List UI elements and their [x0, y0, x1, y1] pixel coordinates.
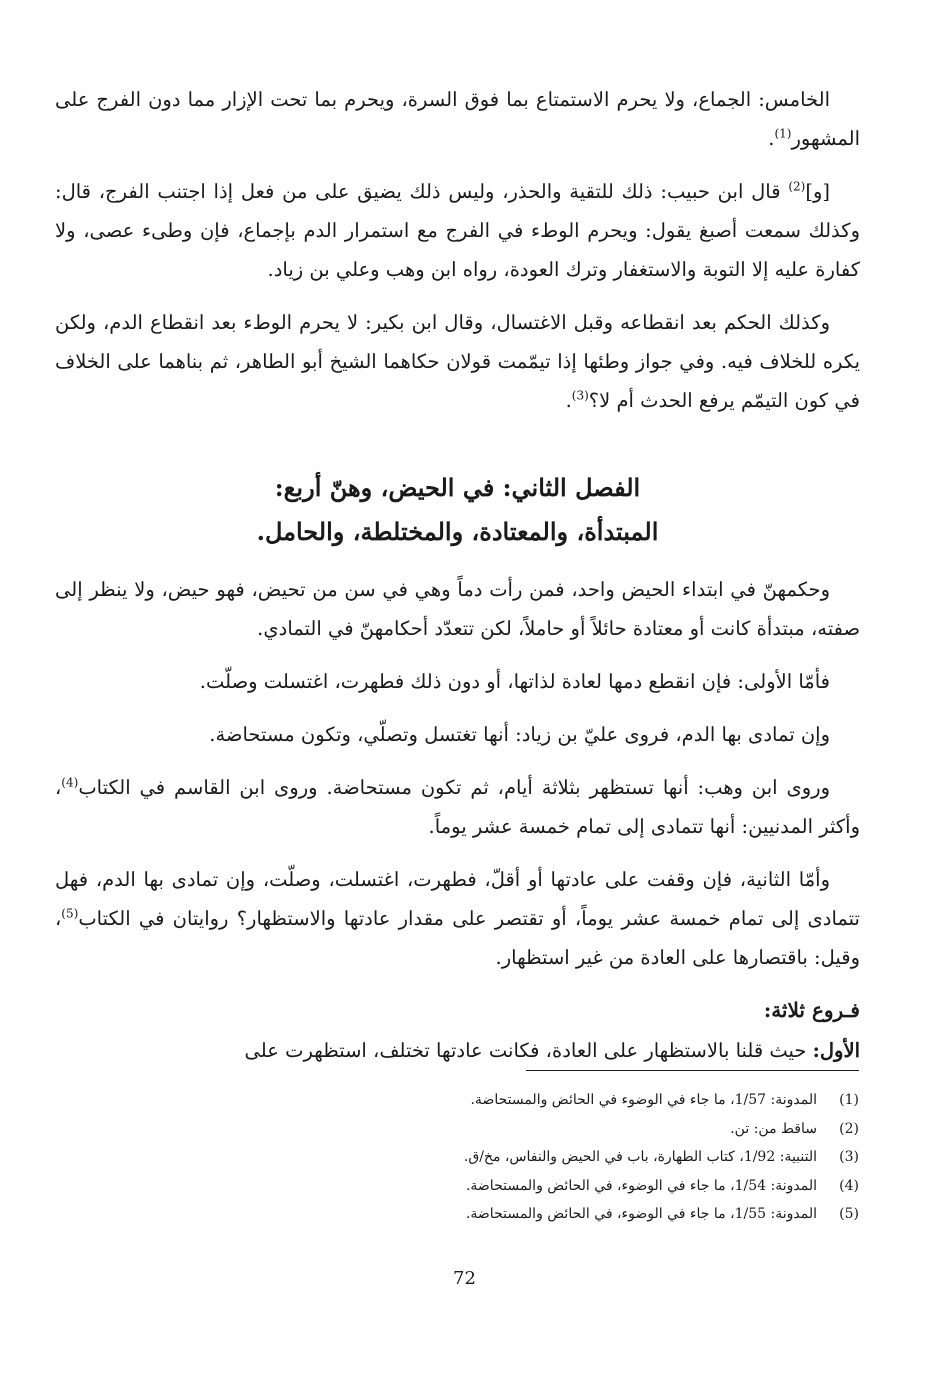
footnote-item — [259, 1115, 859, 1144]
paragraph-text: وأمّا الثانية، فإن وقفت على عادتها أو أقلّ، فطهرت، اغتسلت، وصلّت، وإن تمادى بها الدم، فهل تتمادى إلى تمام خمسة عشر يوماً، أو تقتصر على مقدار عادتها والاستظهار؟ روايتان في الكتاب — [55, 868, 860, 930]
footnote-ref: (2) — [788, 179, 806, 194]
paragraph-text: وإن تمادى بها الدم، فروى عليّ بن زياد: أنها تغتسل وتصلّي، وتكون مستحاضة. — [209, 723, 830, 746]
footnote-ref: (3) — [571, 388, 589, 403]
chapter-heading-line-2: المبتدأة، والمعتادة، والمختلطة، والحامل. — [256, 517, 659, 546]
footnote-item — [259, 1172, 859, 1201]
footnote-number: (4) — [839, 1177, 859, 1194]
paragraph-ali-ibn-ziyad — [55, 715, 860, 754]
paragraph-ruling-start — [55, 570, 860, 648]
subheading-three-branches: فـروع ثلاثة: — [763, 998, 860, 1022]
footnote-ref: (5) — [61, 906, 79, 921]
paragraph-second-case — [55, 860, 860, 977]
paragraph-text: حيث قلنا بالاستظهار على العادة، فكانت عادتها تختلف، استظهرت على — [244, 1039, 813, 1062]
footnote-number: (5) — [839, 1206, 859, 1222]
paragraph-text: وحكمهنّ في ابتداء الحيض واحد، فمن رأت دماً وهي في سن من تحيض، فهو حيض، ولا ينظر إلى صفته، مبتدأة كانت أو معتادة حائلاً أو حاملاً، لكن تتعدّد أحكامهنّ في التمادي. — [55, 578, 860, 640]
footnotes — [259, 1086, 859, 1229]
paragraph-tail: . — [565, 389, 572, 412]
paragraph-first-branch — [55, 1031, 860, 1070]
paragraph-tail: ، وقيل: باقتصارها على العادة من غير استظهار. — [55, 907, 860, 969]
paragraph-tail: ، وأكثر المدنيين: أنها تتمادى إلى تمام خمسة عشر يوماً. — [55, 776, 860, 838]
paragraph-lead: الأول: — [812, 1039, 860, 1062]
footnote-ref: (1) — [774, 126, 792, 141]
paragraph-prefix: [و] — [805, 180, 830, 203]
footnote-item — [259, 1143, 859, 1172]
footnote-text: المدونة: 1/57، ما جاء في الوضوء في الحائض والمستحاضة. — [470, 1092, 817, 1108]
paragraph-ibn-bukayr — [55, 303, 860, 420]
footnote-number: (3) — [839, 1149, 859, 1165]
footnote-text: المدونة: 1/54، ما جاء في الوضوء، في الحائض والمستحاضة. — [465, 1177, 817, 1194]
footnote-number: (1) — [839, 1092, 859, 1108]
paragraph-text: وروى ابن وهب: أنها تستظهر بثلاثة أيام، ثم تكون مستحاضة. وروى ابن القاسم في الكتاب — [78, 776, 830, 799]
paragraph-ibn-habib — [55, 172, 860, 289]
page-body — [55, 80, 860, 1084]
footnote-divider — [526, 1070, 859, 1071]
paragraph-text: قال ابن حبيب: ذلك للتقية والحذر، وليس ذلك يضيق على من فعل إذا اجتنب الفرج، قال: وكذلك سمعت أصبغ يقول: ويحرم الوطء في الفرج مع استمرار الدم بإجماع، فإن وطىء عصى، ولا كفارة عليه إلا التوبة والاستغفار وترك العودة، رواه ابن وهب وعلي بن زياد. — [55, 180, 860, 281]
page-number: 72 — [453, 1268, 476, 1289]
footnote-item — [259, 1086, 859, 1115]
paragraph-fifth-prohibition — [55, 80, 860, 158]
chapter-heading — [55, 466, 860, 554]
paragraph-ibn-wahb — [55, 768, 860, 846]
paragraph-tail: . — [768, 127, 775, 150]
paragraph-text: فأمّا الأولى: فإن انقطع دمها لعادة لذاتها، أو دون ذلك فطهرت، اغتسلت وصلّت. — [199, 670, 830, 693]
footnote-text: التنبية: 1/92، كتاب الطهارة، باب في الحيض والنفاس، مخ/ق. — [463, 1149, 817, 1165]
paragraph-text: وكذلك الحكم بعد انقطاعه وقبل الاغتسال، وقال ابن بكير: لا يحرم الوطء بعد انقطاع الدم، ولكن يكره للخلاف فيه. وفي جواز وطئها إذا تيمّمت قولان حكاهما الشيخ أبو الطاهر، ثم بناهما على الخلاف في كون التيمّم يرفع الحدث أم لا؟ — [55, 311, 860, 412]
chapter-heading-line-1: الفصل الثاني: في الحيض، وهنّ أربع: — [274, 473, 641, 502]
footnote-text: المدونة: 1/55، ما جاء في الوضوء، في الحائض والمستحاضة. — [465, 1206, 817, 1222]
paragraph-first-case — [55, 662, 860, 701]
footnote-number: (2) — [839, 1120, 859, 1137]
footnote-text: ساقط من: تن. — [730, 1120, 817, 1137]
paragraph-text: الخامس: الجماع، ولا يحرم الاستمتاع بما فوق السرة، ويحرم بما تحت الإزار مما دون الفرج على المشهور — [55, 88, 860, 150]
footnote-item — [259, 1200, 859, 1229]
footnote-ref: (4) — [61, 775, 79, 790]
